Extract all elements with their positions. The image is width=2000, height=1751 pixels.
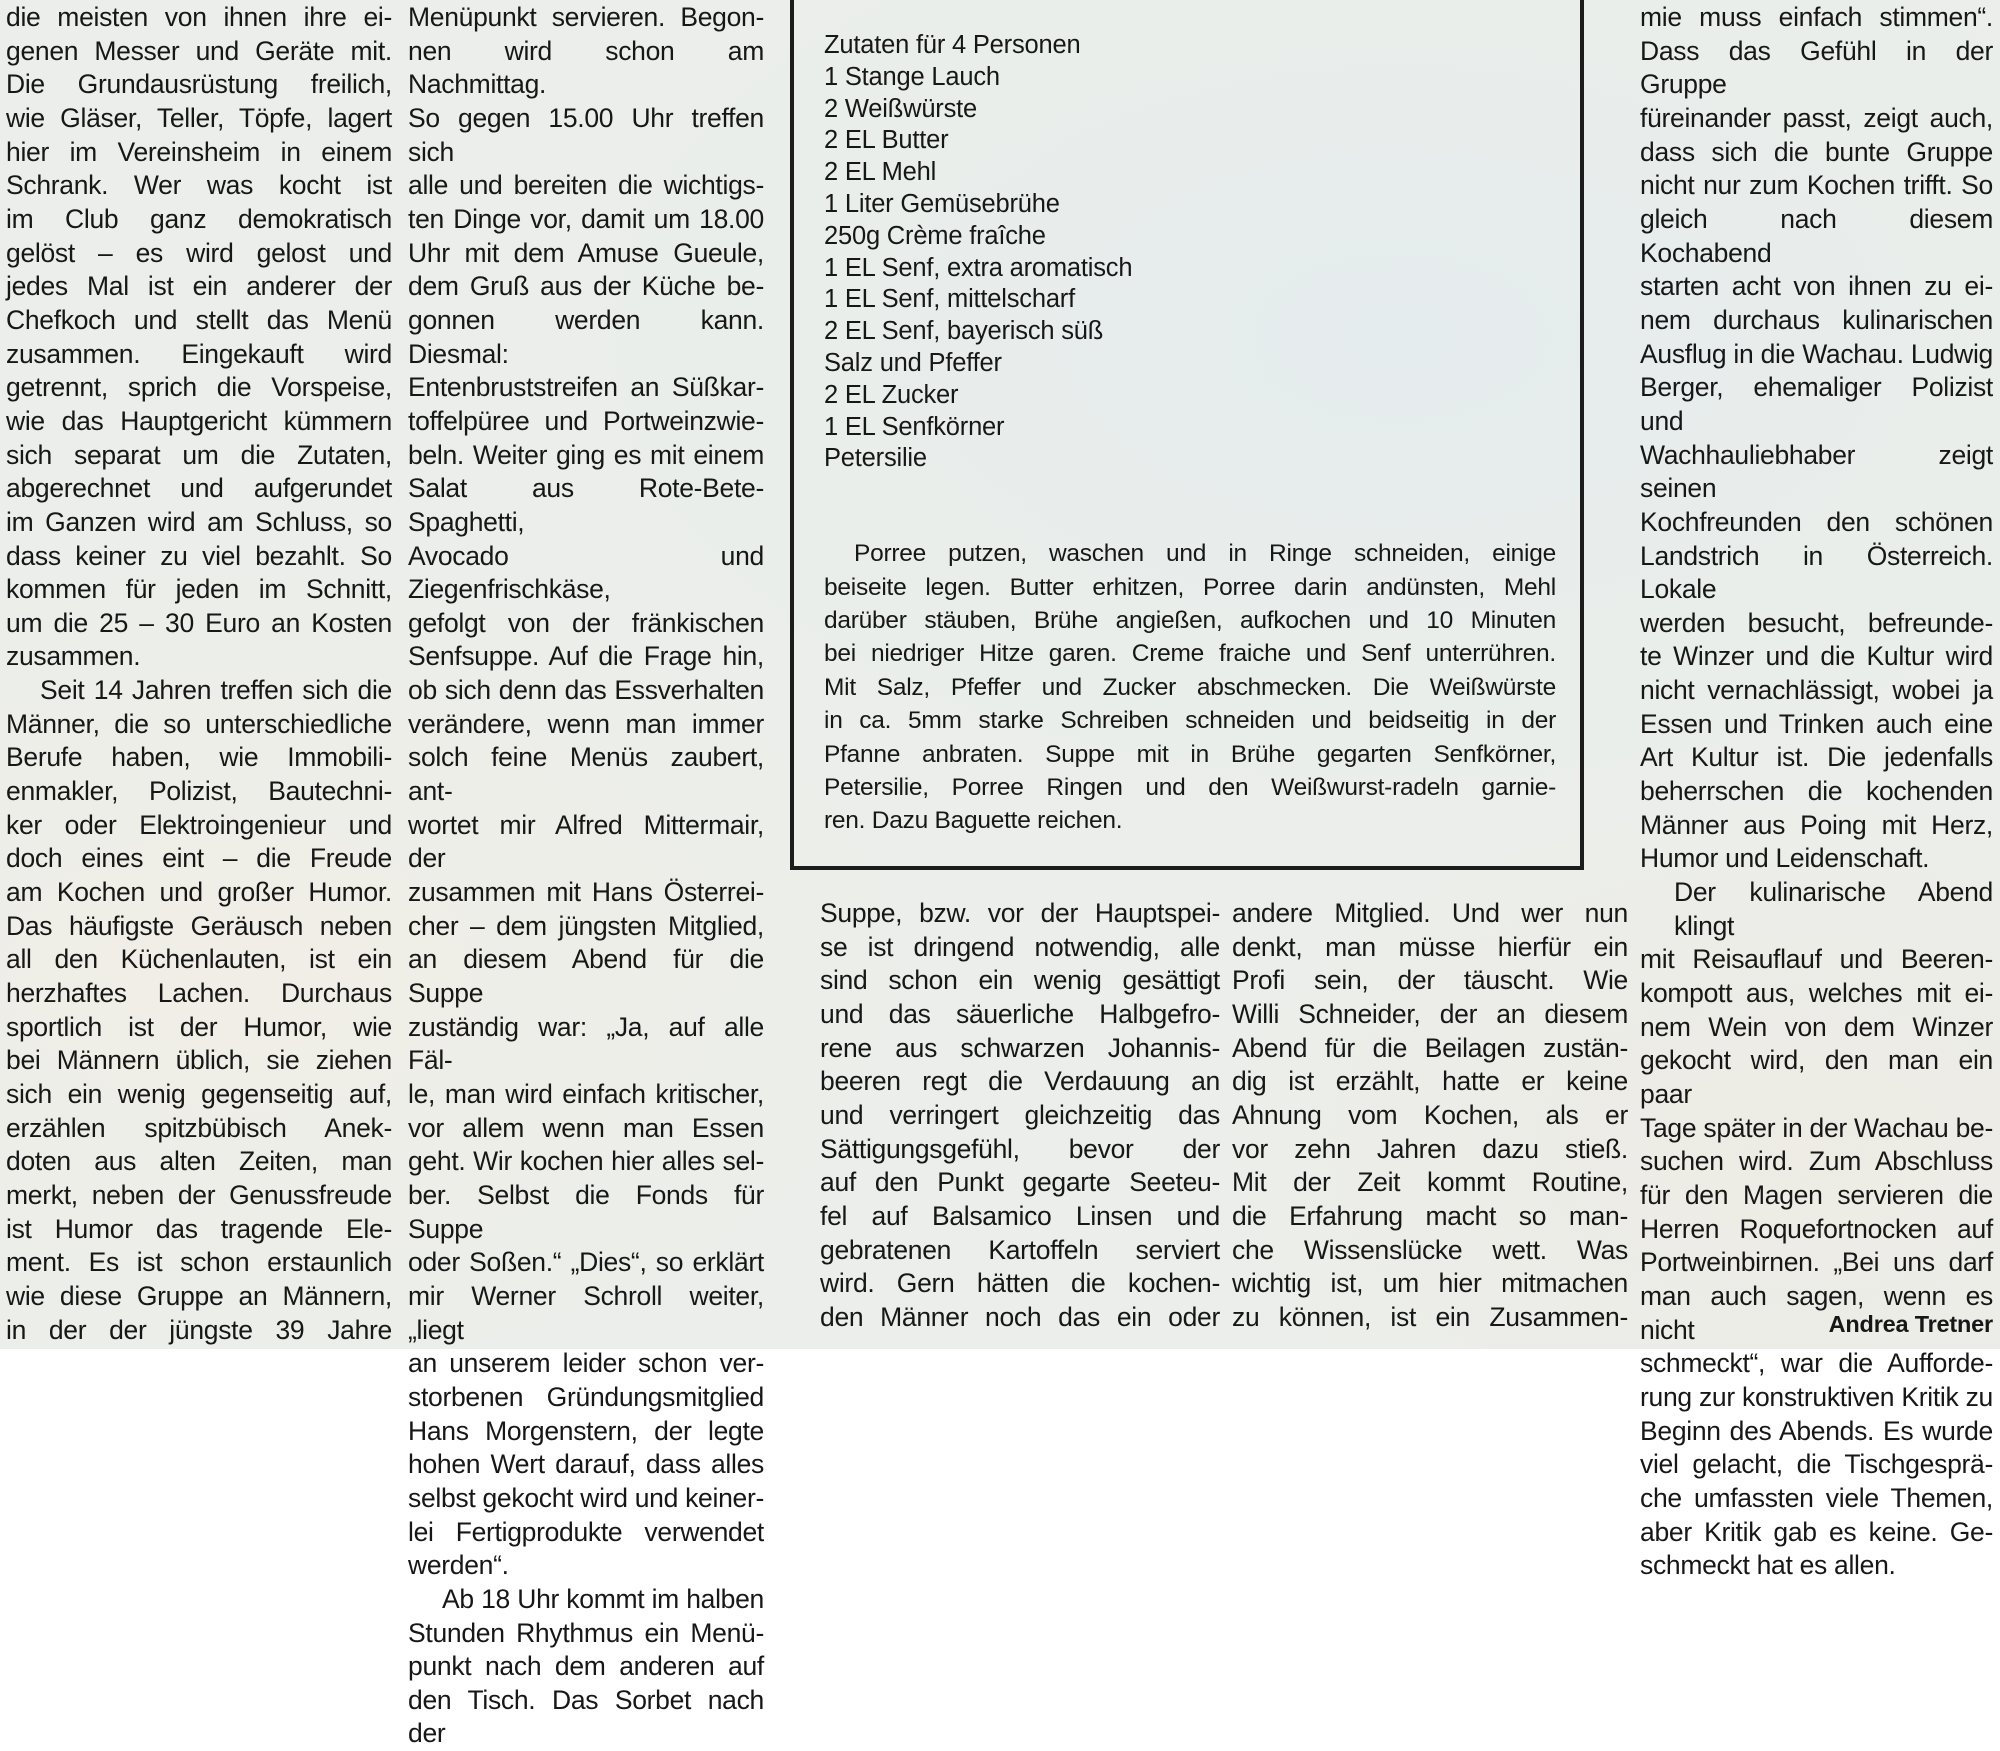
- text-line: andere Mitglied. Und wer nun: [1232, 898, 1628, 928]
- text-line: verändere, wenn man immer: [408, 708, 764, 739]
- recipe-instructions: [824, 537, 1556, 838]
- text-line: im Ganzen wird am Schluss, so: [6, 506, 392, 537]
- instruction-line: bei niedriger Hitze garen. Creme fraiche und Senf unterrühren.: [824, 640, 1556, 668]
- text-line: füreinander passt, zeigt auch,: [1640, 102, 1993, 133]
- text-line: ob sich denn das Essverhalten: [408, 675, 764, 706]
- text-line: bei Männern üblich, sie ziehen: [6, 1045, 392, 1076]
- article-column-5: [1640, 1, 1993, 1583]
- text-line: dass keiner zu viel bezahlt. So: [6, 540, 392, 571]
- text-line: ker oder Elektroingenieur und: [6, 809, 392, 840]
- text-line: ten Dinge vor, damit um 18.00: [408, 203, 764, 234]
- text-line: nicht nur zum Kochen trifft. So: [1640, 170, 1993, 201]
- text-line: nem Wein von dem Winzer: [1640, 1011, 1993, 1042]
- instruction-line: in ca. 5mm starke Schreiben schneiden und beidseitig in der: [824, 707, 1556, 735]
- ingredient-line: 2 Weißwürste: [824, 94, 978, 123]
- text-line: Landstrich in Österreich. Lokale: [1640, 540, 1993, 605]
- text-line: schmeckt hat es allen.: [1640, 1550, 1896, 1581]
- text-line: Profi sein, der täuscht. Wie: [1232, 965, 1628, 996]
- ingredient-line: 1 Liter Gemüsebrühe: [824, 189, 1060, 218]
- text-line: le, man wird einfach kritischer,: [408, 1079, 764, 1109]
- text-line: genen Messer und Geräte mit.: [6, 35, 392, 66]
- text-line: Willi Schneider, der an diesem: [1232, 998, 1628, 1029]
- text-line: Männer aus Poing mit Herz,: [1640, 809, 1993, 840]
- text-line: suchen wird. Zum Abschluss: [1640, 1146, 1993, 1177]
- text-line: im Club ganz demokratisch: [6, 203, 392, 234]
- text-line: Avocado und Ziegenfrischkäse,: [408, 540, 764, 605]
- text-line: So gegen 15.00 Uhr treffen sich: [408, 102, 764, 167]
- text-line: Portweinbirnen. „Bei uns darf: [1640, 1247, 1993, 1278]
- text-line: in der der jüngste 39 Jahre: [6, 1314, 392, 1345]
- text-line: vor zehn Jahren dazu stieß.: [1232, 1133, 1628, 1164]
- text-line: und verringert gleichzeitig das: [820, 1099, 1220, 1130]
- text-line: Berufe haben, wie Immobili-: [6, 742, 392, 773]
- text-line: Menüpunkt servieren. Begon-: [408, 2, 764, 32]
- text-line: mir Werner Schroll weiter, „liegt: [408, 1280, 764, 1345]
- text-line: nem durchaus kulinarischen: [1640, 304, 1993, 335]
- text-line: Seit 14 Jahren treffen sich die: [40, 675, 392, 706]
- text-line: hohen Wert darauf, dass alles: [408, 1449, 764, 1480]
- text-line: vor allem wenn man Essen: [408, 1112, 764, 1143]
- text-line: man auch sagen, wenn es nicht: [1640, 1280, 1993, 1345]
- text-line: sportlich ist der Humor, wie: [6, 1011, 392, 1042]
- text-line: gleich nach diesem Kochabend: [1640, 203, 1993, 268]
- text-line: doch eines eint – die Freude: [6, 843, 392, 874]
- text-line: an unserem leider schon ver-: [408, 1348, 764, 1379]
- ingredient-line: 2 EL Mehl: [824, 158, 937, 187]
- ingredient-line: Petersilie: [824, 444, 927, 473]
- text-line: mit Reisauflauf und Beeren-: [1640, 944, 1993, 975]
- text-line: zu können, ist ein Zusammen-: [1232, 1301, 1628, 1332]
- ingredient-line: 1 Stange Lauch: [824, 62, 1000, 91]
- text-line: jedes Mal ist ein anderer der: [6, 271, 392, 302]
- author-byline: Andrea Tretner: [1828, 1311, 1993, 1337]
- text-line: sich separat um die Zutaten,: [6, 439, 392, 470]
- text-line: kompott aus, welches mit ei-: [1640, 978, 1993, 1009]
- text-line: Essen und Trinken auch eine: [1640, 708, 1993, 739]
- text-line: sind schon ein wenig gesättigt: [820, 965, 1220, 996]
- text-line: dig ist erzählt, hatte er keine: [1232, 1066, 1628, 1097]
- text-line: aber Kritik gab es keine. Ge-: [1640, 1516, 1993, 1547]
- text-line: wie Gläser, Teller, Töpfe, lagert: [6, 102, 392, 133]
- text-line: oder Soßen.“ „Dies“, so erklärt: [408, 1247, 764, 1278]
- text-line: sich ein wenig gegenseitig auf,: [6, 1079, 392, 1109]
- text-line: Art Kultur ist. Die jedenfalls: [1640, 742, 1993, 773]
- recipe-box: [790, 0, 1584, 870]
- text-line: che umfassten viele Themen,: [1640, 1482, 1993, 1513]
- text-line: abgerechnet und aufgerundet: [6, 473, 392, 504]
- recipe-servings-line: Zutaten für 4 Personen: [824, 31, 1081, 59]
- text-line: wird. Gern hätten die kochen-: [820, 1268, 1220, 1299]
- text-line: lei Fertigprodukte verwendet: [408, 1516, 764, 1547]
- text-line: Senfsuppe. Auf die Frage hin,: [408, 641, 764, 672]
- text-line: solch feine Menüs zaubert, ant-: [408, 742, 764, 807]
- text-line: nen wird schon am Nachmittag.: [408, 35, 764, 100]
- ingredient-line: 2 EL Butter: [824, 126, 949, 155]
- instruction-line: beiseite legen. Butter erhitzen, Porree darin andünsten, Mehl: [824, 573, 1556, 601]
- article-column-2: [408, 1, 764, 1751]
- text-line: zuständig war: „Ja, auf alle Fäl-: [408, 1011, 764, 1076]
- text-line: Ab 18 Uhr kommt im halben: [442, 1583, 764, 1614]
- text-line: Humor und Leidenschaft.: [1640, 843, 1930, 874]
- text-line: rene aus schwarzen Johannis-: [820, 1032, 1220, 1063]
- text-line: Mit der Zeit kommt Routine,: [1232, 1167, 1628, 1198]
- text-line: herzhaftes Lachen. Durchaus: [6, 978, 392, 1009]
- instruction-line: Porree putzen, waschen und in Ringe schneiden, einige: [854, 540, 1556, 568]
- text-line: Dass das Gefühl in der Gruppe: [1640, 35, 1993, 100]
- text-line: dem Gruß aus der Küche be-: [408, 271, 764, 302]
- text-line: toffelpüree und Portweinzwie-: [408, 405, 764, 436]
- article-column-4: [1232, 897, 1628, 1335]
- text-line: für den Magen servieren die: [1640, 1179, 1993, 1210]
- text-line: wie das Hauptgericht kümmern: [6, 405, 392, 436]
- text-line: Beginn des Abends. Es wurde: [1640, 1415, 1993, 1446]
- text-line: fel auf Balsamico Linsen und: [820, 1200, 1220, 1231]
- text-line: hier im Vereinsheim in einem: [6, 136, 392, 167]
- text-line: werden besucht, befreunde-: [1640, 607, 1993, 638]
- text-line: die meisten von ihnen ihre ei-: [6, 2, 392, 32]
- text-line: Das häufigste Geräusch neben: [6, 910, 392, 941]
- text-line: gelöst – es wird gelost und: [6, 237, 392, 268]
- text-line: und das säuerliche Halbgefro-: [820, 998, 1220, 1029]
- text-line: cher – dem jüngsten Mitglied,: [408, 910, 764, 941]
- ingredient-line: 2 EL Zucker: [824, 380, 959, 409]
- text-line: mie muss einfach stimmen“.: [1640, 2, 1993, 32]
- text-line: doten aus alten Zeiten, man: [6, 1146, 392, 1177]
- text-line: gekocht wird, den man ein paar: [1640, 1045, 1993, 1109]
- text-line: Suppe, bzw. vor der Hauptspei-: [820, 898, 1220, 928]
- text-line: che Wissenslücke wett. Was: [1232, 1234, 1628, 1265]
- ingredient-line: 2 EL Senf, bayerisch süß: [824, 317, 1104, 346]
- ingredient-line: 1 EL Senfkörner: [824, 412, 1005, 441]
- text-line: Ausflug in die Wachau. Ludwig: [1640, 338, 1993, 369]
- instruction-line: ren. Dazu Baguette reichen.: [824, 807, 1123, 835]
- text-line: nicht vernachlässigt, wobei ja: [1640, 675, 1993, 706]
- ingredient-line: 1 EL Senf, extra aromatisch: [824, 253, 1133, 282]
- text-line: Chefkoch und stellt das Menü: [6, 304, 392, 335]
- text-line: rung zur konstruktiven Kritik zu: [1640, 1381, 1993, 1412]
- text-line: zusammen.: [6, 641, 141, 672]
- instruction-line: Petersilie, Porree Ringen und den Weißwurst-radeln garnie-: [824, 774, 1556, 801]
- text-line: Uhr mit dem Amuse Gueule,: [408, 237, 764, 268]
- text-line: te Winzer und die Kultur wird: [1640, 641, 1993, 672]
- instruction-line: Pfanne anbraten. Suppe mit in Brühe gegarten Senfkörner,: [824, 740, 1556, 768]
- text-line: Hans Morgenstern, der legte: [408, 1415, 764, 1446]
- text-line: punkt nach dem anderen auf: [408, 1651, 764, 1682]
- text-line: wie diese Gruppe an Männern,: [6, 1280, 392, 1311]
- text-line: werden“.: [408, 1550, 509, 1581]
- article-column-3: [820, 897, 1220, 1335]
- text-line: den Tisch. Das Sorbet nach der: [408, 1684, 764, 1749]
- text-line: Herren Roquefortnocken auf: [1640, 1213, 1993, 1244]
- text-line: Sättigungsgefühl, bevor der: [820, 1133, 1220, 1164]
- text-line: enmakler, Polizist, Bautechni-: [6, 776, 392, 807]
- ingredient-line: 1 EL Senf, mittelscharf: [824, 285, 1075, 314]
- text-line: den Männer noch das ein oder: [820, 1301, 1220, 1332]
- text-line: am Kochen und großer Humor.: [6, 877, 392, 908]
- text-line: erzählen spitzbübisch Anek-: [6, 1112, 392, 1143]
- instruction-line: Mit Salz, Pfeffer und Zucker abschmecken. Die Weißwürste: [824, 673, 1556, 701]
- text-line: dass sich die bunte Gruppe: [1640, 136, 1993, 167]
- text-line: getrennt, sprich die Vorspeise,: [6, 372, 392, 403]
- text-line: ment. Es ist schon erstaunlich: [6, 1247, 392, 1278]
- text-line: beeren regt die Verdauung an: [820, 1066, 1220, 1097]
- text-line: gefolgt von der fränkischen: [408, 607, 764, 638]
- text-line: Tage später in der Wachau be-: [1640, 1112, 1993, 1143]
- text-line: Der kulinarische Abend klingt: [1674, 877, 1993, 941]
- text-line: gebratenen Kartoffeln serviert: [820, 1234, 1220, 1265]
- text-line: gonnen werden kann. Diesmal:: [408, 304, 764, 369]
- text-line: die Erfahrung macht so man-: [1232, 1200, 1628, 1231]
- text-line: auf den Punkt gegarte Seeteu-: [820, 1167, 1220, 1198]
- text-line: starten acht von ihnen zu ei-: [1640, 271, 1993, 302]
- text-line: merkt, neben der Genussfreude: [6, 1179, 392, 1210]
- ingredients-list: [824, 62, 1556, 475]
- text-line: all den Küchenlauten, ist ein: [6, 944, 392, 975]
- instruction-line: darüber stäuben, Brühe angießen, aufkochen und 10 Minuten: [824, 606, 1556, 634]
- text-line: Kochfreunden den schönen: [1640, 506, 1993, 537]
- text-line: ber. Selbst die Fonds für Suppe: [408, 1179, 764, 1244]
- text-line: Salat aus Rote-Bete-Spaghetti,: [408, 473, 764, 537]
- text-line: ist Humor das tragende Ele-: [6, 1213, 392, 1244]
- text-line: an diesem Abend für die Suppe: [408, 944, 764, 1009]
- ingredient-line: 250g Crème fraîche: [824, 221, 1046, 250]
- text-line: alle und bereiten die wichtigs-: [408, 170, 764, 201]
- text-line: um die 25 – 30 Euro an Kosten: [6, 607, 392, 638]
- text-line: beln. Weiter ging es mit einem: [408, 439, 764, 470]
- text-line: Abend für die Beilagen zustän-: [1232, 1032, 1628, 1063]
- text-line: Schrank. Wer was kocht ist: [6, 170, 392, 201]
- ingredient-line: Salz und Pfeffer: [824, 348, 1002, 377]
- text-line: Wachhauliebhaber zeigt seinen: [1640, 439, 1993, 504]
- text-line: Die Grundausrüstung freilich,: [6, 69, 392, 100]
- text-line: selbst gekocht wird und keiner-: [408, 1482, 764, 1513]
- text-line: storbenen Gründungsmitglied: [408, 1381, 764, 1412]
- text-line: Berger, ehemaliger Polizist und: [1640, 372, 1993, 436]
- text-line: viel gelacht, die Tischgesprä-: [1640, 1449, 1993, 1480]
- text-line: Stunden Rhythmus ein Menü-: [408, 1617, 764, 1648]
- text-line: geht. Wir kochen hier alles sel-: [408, 1146, 764, 1177]
- text-line: zusammen mit Hans Österrei-: [408, 877, 764, 908]
- text-line: se ist dringend notwendig, alle: [820, 931, 1220, 962]
- article-column-1: [6, 1, 392, 1347]
- text-line: zusammen. Eingekauft wird: [6, 338, 392, 369]
- text-line: wortet mir Alfred Mittermair, der: [408, 809, 764, 874]
- text-line: Männer, die so unterschiedliche: [6, 708, 392, 739]
- text-line: kommen für jeden im Schnitt,: [6, 574, 392, 605]
- text-line: wichtig ist, um hier mitmachen: [1232, 1268, 1628, 1299]
- text-line: Entenbruststreifen an Süßkar-: [408, 372, 764, 403]
- text-line: schmeckt“, war die Aufforde-: [1640, 1348, 1993, 1379]
- text-line: denkt, man müsse hierfür ein: [1232, 931, 1628, 962]
- text-line: beherrschen die kochenden: [1640, 776, 1993, 807]
- text-line: Ahnung vom Kochen, als er: [1232, 1099, 1628, 1130]
